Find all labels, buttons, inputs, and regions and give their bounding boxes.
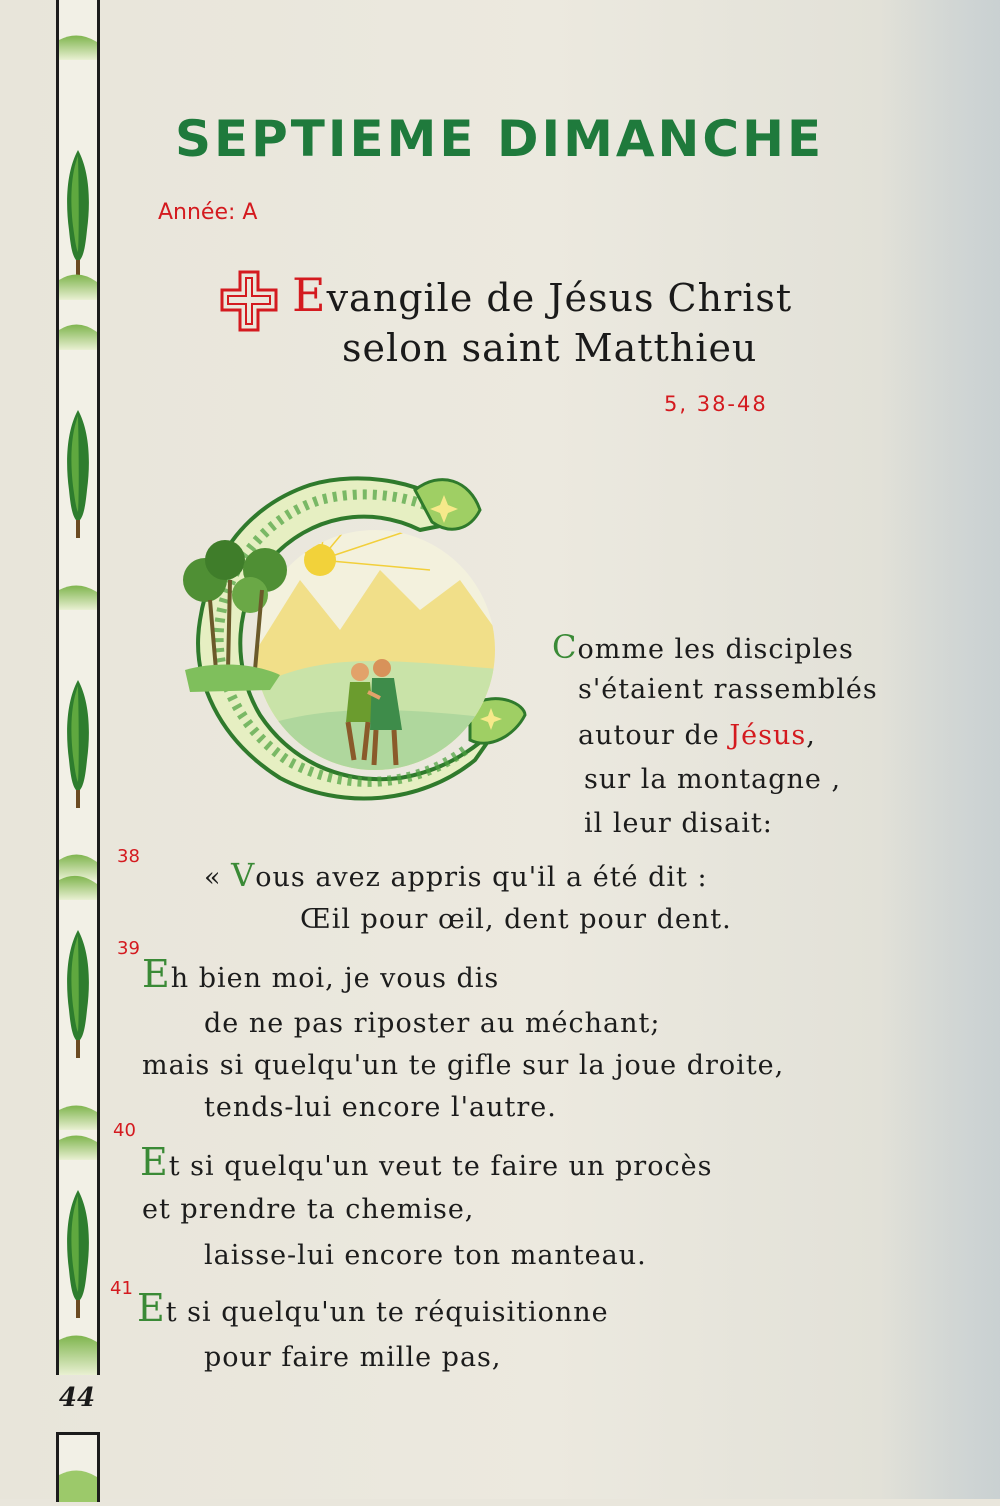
verse-40-line1: [140, 1140, 712, 1184]
left-border-strip: [56, 0, 100, 1375]
verse-38-line1: [204, 856, 708, 894]
tree-border-illustration: [59, 0, 97, 1375]
verse-40-line3: laisse-lui encore ton manteau.: [204, 1240, 647, 1271]
verse-38-text: ous avez appris qu'il a été dit :: [255, 862, 708, 893]
name-jesus: Jésus: [729, 720, 807, 751]
passage-opening-line3-text: autour de: [578, 720, 720, 751]
verse-40-text: t si quelqu'un veut te faire un procès: [168, 1151, 713, 1182]
passage-opening-line4: sur la montagne ,: [584, 764, 842, 795]
verse-39-line1: [142, 952, 499, 996]
page-edge-shadow: [880, 0, 1000, 1499]
verse-number-39: 39: [117, 938, 140, 959]
page-number: 44: [58, 1383, 96, 1413]
verse-41-line1: [137, 1286, 609, 1330]
verse-40-initial: E: [140, 1140, 169, 1184]
left-border-strip-continued: [56, 1432, 100, 1502]
verse-40-line2: et prendre ta chemise,: [142, 1194, 475, 1225]
verse-41-initial: E: [137, 1286, 166, 1330]
passage-opening-line1: [552, 628, 854, 666]
page-title: SEPTIEME DIMANCHE: [175, 110, 825, 168]
liturgical-year-label: Année: A: [158, 200, 258, 225]
verse-39-line3: mais si quelqu'un te gifle sur la joue droite,: [142, 1050, 785, 1081]
passage-initial-c: C: [552, 628, 578, 666]
passage-opening-line3: [578, 720, 816, 751]
hill-border-illustration: [59, 1435, 97, 1502]
verse-39-text: h bien moi, je vous dis: [170, 963, 500, 994]
verse-39-initial: E: [142, 952, 171, 996]
illuminated-initial-c: [170, 460, 540, 810]
red-cross-icon: [220, 270, 278, 332]
verse-number-40: 40: [113, 1120, 136, 1141]
passage-opening-text: omme les disciples: [577, 634, 854, 665]
verse-39-line2: de ne pas riposter au méchant;: [204, 1008, 661, 1039]
gospel-heading-line1: [292, 268, 792, 322]
verse-41-line2: pour faire mille pas,: [204, 1342, 502, 1373]
verse-39-line4: tends-lui encore l'autre.: [204, 1092, 557, 1123]
verse-38-line2: Œil pour œil, dent pour dent.: [300, 904, 732, 935]
gospel-heading-text: vangile de Jésus Christ: [326, 276, 793, 320]
passage-opening-line5: il leur disait:: [584, 808, 773, 839]
gospel-heading-line2: selon saint Matthieu: [342, 326, 758, 370]
opening-quote-mark: «: [204, 862, 222, 893]
passage-opening-line2: s'étaient rassemblés: [578, 674, 878, 705]
verse-41-text: t si quelqu'un te réquisitionne: [165, 1297, 609, 1328]
verse-number-41: 41: [110, 1278, 133, 1299]
verse-38-initial: V: [231, 856, 256, 894]
passage-opening-line3-punct: ,: [806, 720, 816, 751]
gospel-initial-letter: E: [292, 268, 327, 322]
scripture-reference: 5, 38-48: [664, 392, 768, 416]
verse-number-38: 38: [117, 846, 140, 867]
